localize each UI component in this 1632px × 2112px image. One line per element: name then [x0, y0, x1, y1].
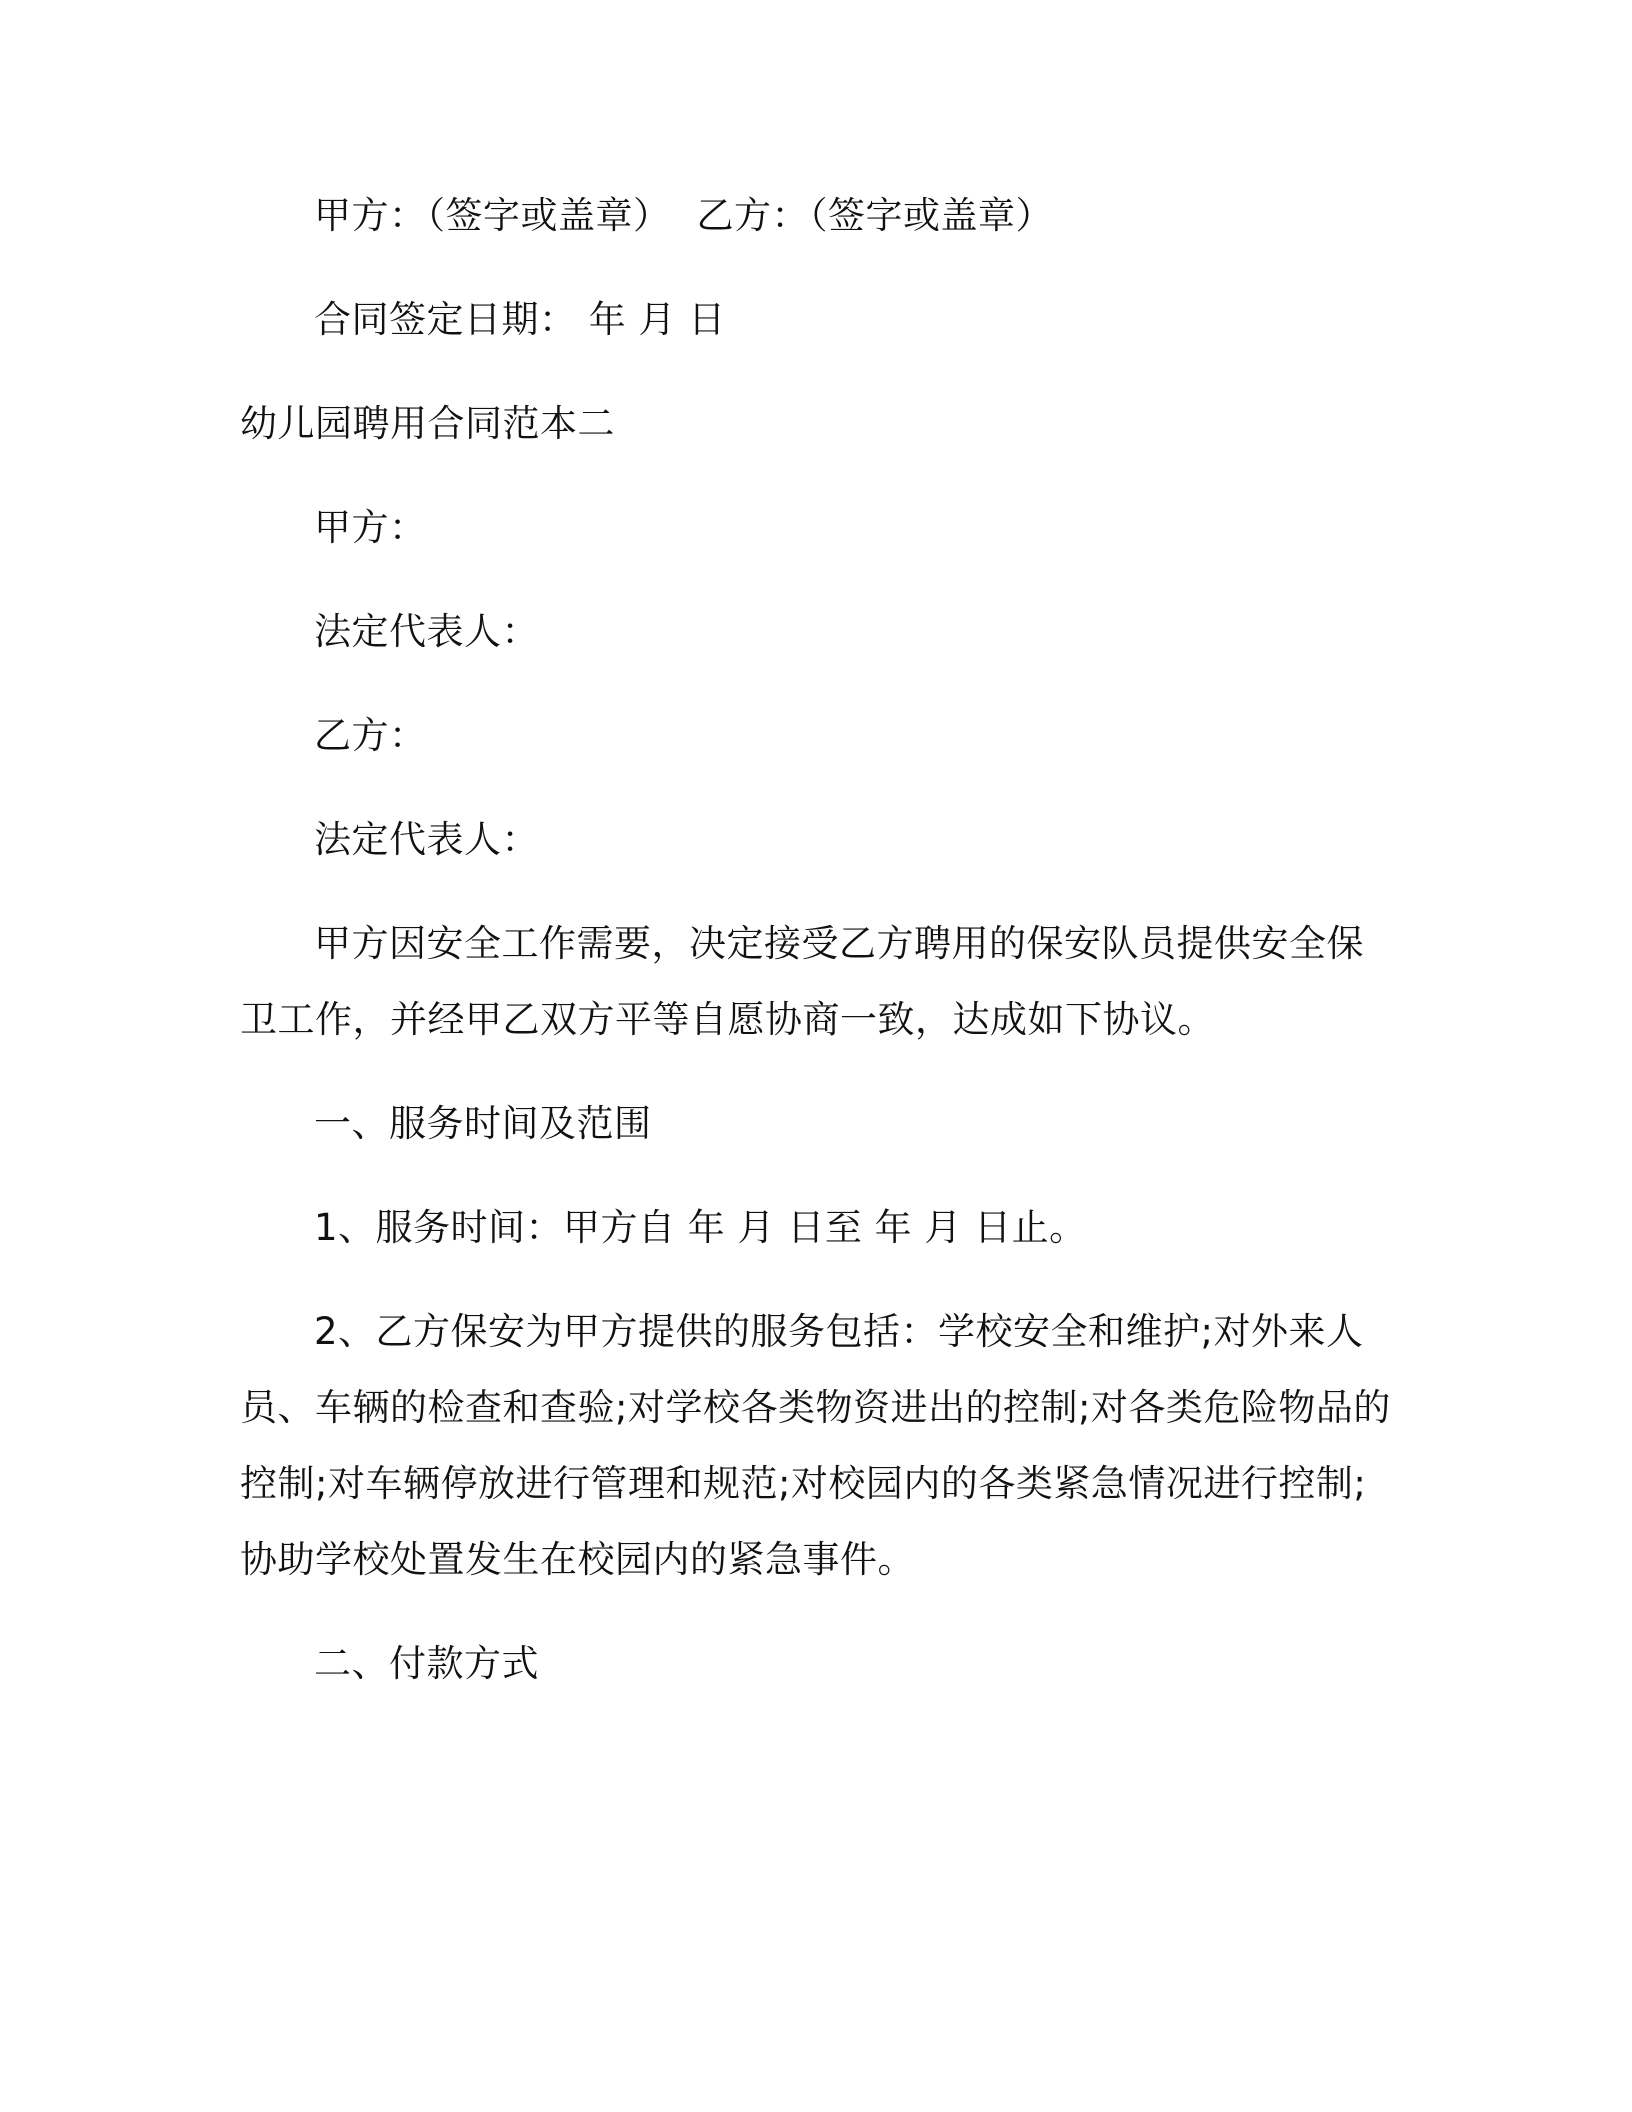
- party-a-signature: 甲方：（签字或盖章）: [314, 194, 671, 237]
- party-a-representative: 法定代表人：: [314, 610, 539, 653]
- item-2-line-4: 协助学校处置发生在校园内的紧急事件。: [240, 1538, 915, 1581]
- party-b-label: 乙方：: [314, 714, 427, 757]
- sign-date: 合同签定日期： 年 月 日: [314, 298, 726, 341]
- item-2-line-1: 2、乙方保安为甲方提供的服务包括：学校安全和维护;对外来人: [314, 1310, 1364, 1353]
- party-b-signature: 乙方：（签字或盖章）: [696, 194, 1053, 237]
- section-2-heading: 二、付款方式: [314, 1642, 539, 1685]
- preamble-line-1: 甲方因安全工作需要，决定接受乙方聘用的保安队员提供安全保: [314, 922, 1364, 965]
- item-2-line-3: 控制;对车辆停放进行管理和规范;对校园内的各类紧急情况进行控制;: [240, 1462, 1367, 1505]
- party-a-label: 甲方：: [314, 506, 427, 549]
- item-2-line-2: 员、车辆的检查和查验;对学校各类物资进出的控制;对各类危险物品的: [240, 1386, 1391, 1429]
- party-b-representative: 法定代表人：: [314, 818, 539, 861]
- section-1-heading: 一、服务时间及范围: [314, 1102, 652, 1145]
- document-title: 幼儿园聘用合同范本二: [240, 402, 615, 445]
- item-1-service-time: 1、服务时间：甲方自 年 月 日至 年 月 日止。: [314, 1206, 1087, 1249]
- signature-line: [314, 194, 1053, 238]
- preamble-line-2: 卫工作，并经甲乙双方平等自愿协商一致，达成如下协议。: [240, 998, 1215, 1041]
